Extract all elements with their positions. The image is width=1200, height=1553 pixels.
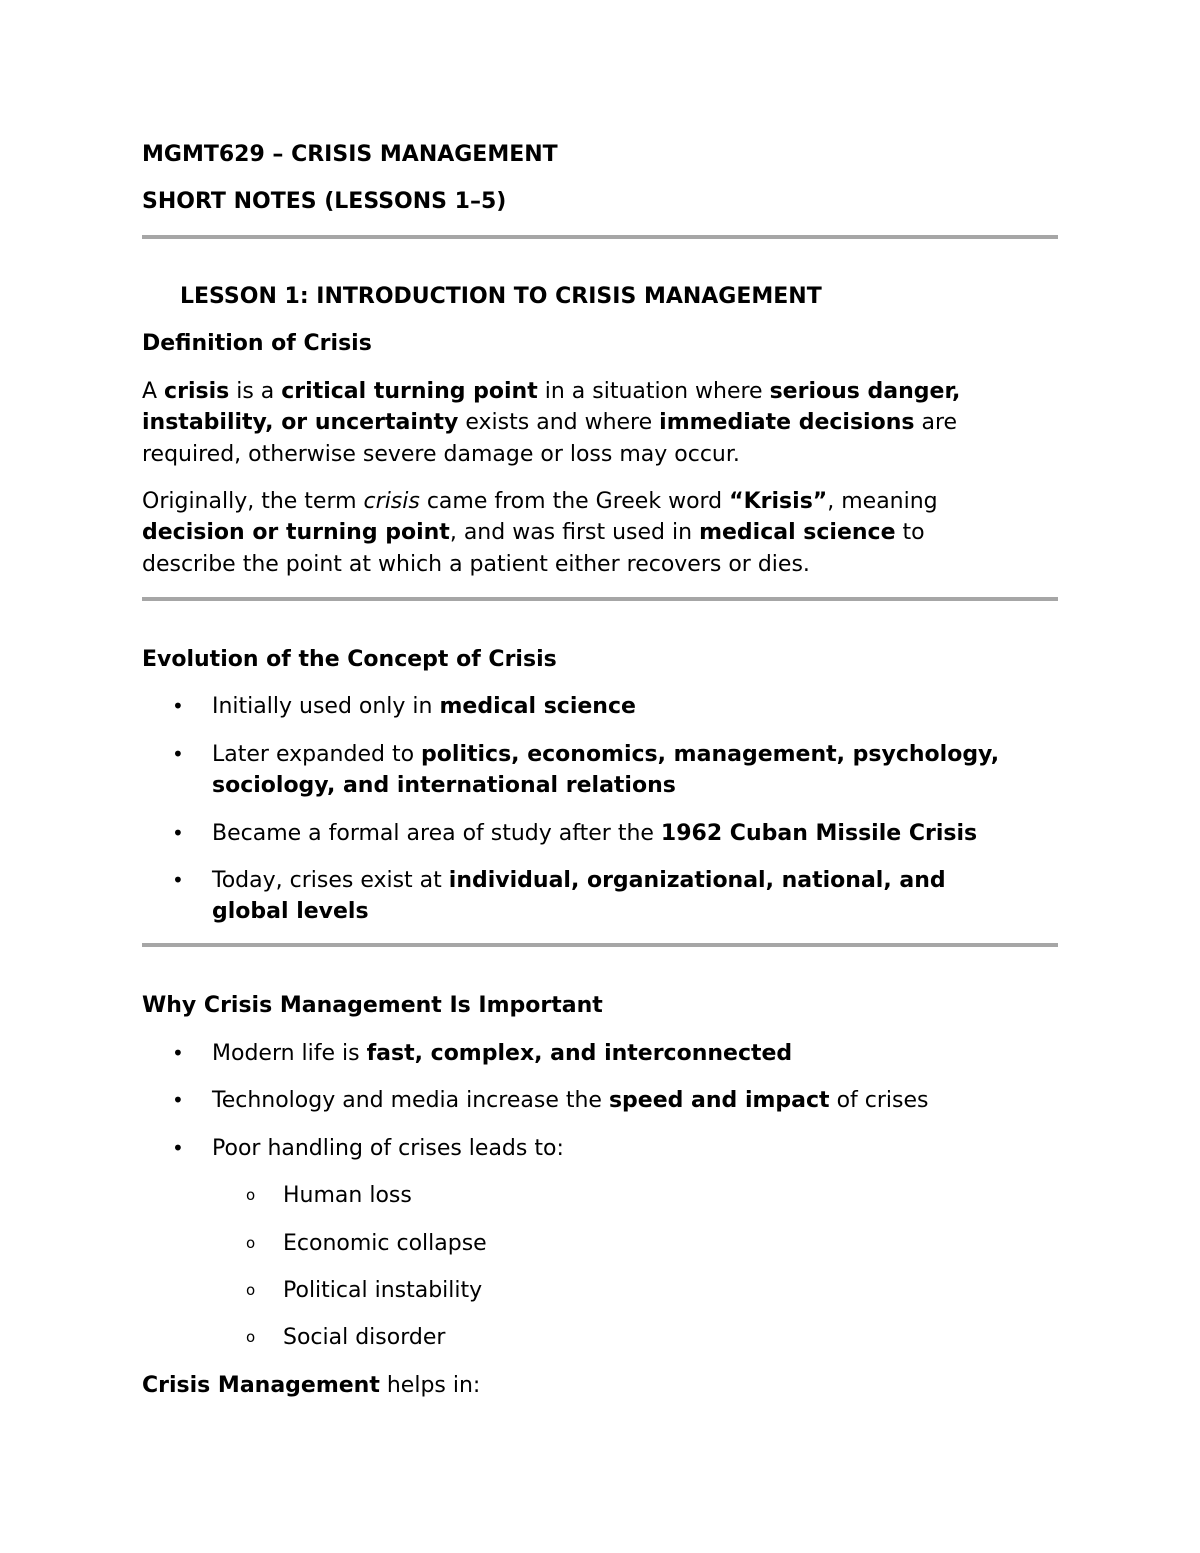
- paragraph-line: Crisis Management helps in:: [142, 1373, 481, 1398]
- section-heading-definition: Definition of Crisis: [142, 331, 372, 356]
- sub-bullet-icon: o: [246, 1234, 256, 1252]
- list-item: Became a formal area of study after the 1962 Cuban Missile Crisis: [212, 821, 978, 846]
- paragraph-line: Originally, the term crisis came from the Greek word “Krisis”, meaning: [142, 489, 938, 514]
- list-item: Technology and media increase the speed and impact of crises: [212, 1088, 929, 1113]
- bullet-icon: •: [172, 742, 184, 766]
- paragraph-line: instability, or uncertainty exists and where immediate decisions are: [142, 410, 958, 435]
- sub-bullet-icon: o: [246, 1281, 256, 1299]
- document-title: MGMT629 – CRISIS MANAGEMENT: [142, 142, 558, 167]
- list-item-continuation: sociology, and international relations: [212, 773, 676, 798]
- bullet-icon: •: [172, 1136, 184, 1160]
- bullet-icon: •: [172, 694, 184, 718]
- sub-bullet-icon: o: [246, 1328, 256, 1346]
- lesson-heading: LESSON 1: INTRODUCTION TO CRISIS MANAGEMENT: [180, 284, 822, 309]
- document-subtitle: SHORT NOTES (LESSONS 1–5): [142, 189, 507, 214]
- bullet-icon: •: [172, 1088, 184, 1112]
- list-item-continuation: global levels: [212, 899, 369, 924]
- paragraph-line: A crisis is a critical turning point in a situation where serious danger,: [142, 379, 961, 404]
- paragraph-line: required, otherwise severe damage or loss may occur.: [142, 442, 740, 467]
- sub-list-item: Economic collapse: [283, 1231, 487, 1256]
- sub-list-item: Human loss: [283, 1183, 412, 1208]
- divider: [142, 597, 1058, 601]
- divider: [142, 943, 1058, 947]
- list-item: Later expanded to politics, economics, management, psychology,: [212, 742, 1000, 767]
- divider: [142, 235, 1058, 239]
- sub-list-item: Political instability: [283, 1278, 483, 1303]
- bullet-icon: •: [172, 868, 184, 892]
- bullet-icon: •: [172, 1041, 184, 1065]
- bullet-icon: •: [172, 821, 184, 845]
- sub-list-item: Social disorder: [283, 1325, 446, 1350]
- list-item: Modern life is fast, complex, and interconnected: [212, 1041, 793, 1066]
- sub-bullet-icon: o: [246, 1186, 256, 1204]
- paragraph-line: describe the point at which a patient either recovers or dies.: [142, 552, 810, 577]
- list-item: Poor handling of crises leads to:: [212, 1136, 564, 1161]
- section-heading-evolution: Evolution of the Concept of Crisis: [142, 647, 557, 672]
- section-heading-importance: Why Crisis Management Is Important: [142, 993, 603, 1018]
- paragraph-line: decision or turning point, and was first used in medical science to: [142, 520, 925, 545]
- list-item: Initially used only in medical science: [212, 694, 636, 719]
- list-item: Today, crises exist at individual, organizational, national, and: [212, 868, 946, 893]
